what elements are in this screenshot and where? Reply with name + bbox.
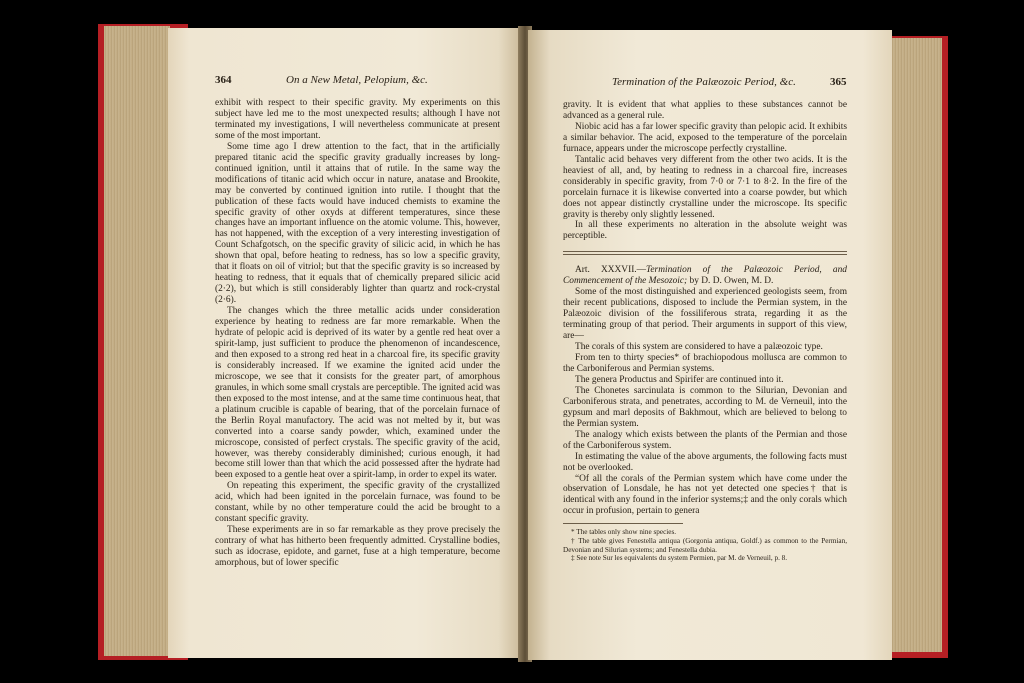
right-paragraph: gravity. It is evident that what applies to these substances cannot be advanced as a general rule. [563, 100, 847, 121]
right-page [528, 30, 892, 660]
left-body-text [215, 98, 500, 569]
right-paragraph: Some of the most distinguished and experienced geologists seem, from their recent publications, disposed to include the Permian system, in the Palæozoic division of the fossiliferous strata, regarding it as the terminating group of that period. Their arguments in support of this view, are— [563, 287, 847, 342]
left-paragraph: These experiments are in so far remarkable as they prove precisely the contrary of what has hitherto been frequently admitted. Crystalline bodies, such as idocrase, epidote, and garnet, fuse at a high temperature, become amorphous, but of lower specific [215, 525, 500, 569]
footnotes [563, 528, 847, 562]
left-paragraph: On repeating this experiment, the specific gravity of the crystallized acid, which had been ignited in the porcelain furnace, was found to be constant, while by no other temperature could the acid be brought to a constant specific gravity. [215, 481, 500, 525]
article-number: Art. XXXVII.— [575, 265, 647, 276]
section-rule [563, 254, 847, 255]
right-paragraph: The corals of this system are considered to have a palæozoic type. [575, 342, 823, 353]
footnote-rule [563, 523, 683, 524]
right-paragraph: The Chonetes sarcinulata is common to the Silurian, Devonian and Carboniferous strata, and penetrates, according to M. de Verneuil, into the gypsum and marl deposits of Bakhmout, which are believed to belong to the Permian system. [563, 385, 847, 429]
left-paragraph: Some time ago I drew attention to the fact, that in the artificially prepared titanic acid the specific gravity gradually increases by long-continued ignition, until it attains that of rutile. In the same way the modifications of titanic acid which occur in nature, anatase and Brookite, may be converted by continued ignition into rutile. I thought that the publication of these facts would have induced chemists to examine the specific gravity of other oxyds at different temperatures, since these changes have an important influence on the atomic volume. This, however, has not happened, with the exception of a very interesting investigation of Count Schafgotsch, on the specific gravity of silicic acid, in which he has shown that opal, before heating to redness, has so low a specific gravity, that it floats on oil of vitriol; but that the specific gravity is so increased by heating to redness, that it equals that of chemically prepared silicic acid (2·2), but which is still considerably lighter than quartz and rock-crystal (2·6). [215, 141, 500, 306]
right-running-title: Termination of the Palæozoic Period, &c. [612, 76, 796, 88]
right-body-text [563, 100, 847, 563]
section-rule [563, 251, 847, 252]
right-paragraph: In all these experiments no alteration in the absolute weight was perceptible. [563, 220, 847, 242]
right-paragraph: “Of all the corals of the Permian system which have come under the observation of Lonsdale, he has not yet detected one species† that is identical with any found in the inferior systems;‡ and the only corals which occur in profusion, pertain to genera [563, 473, 847, 517]
article-title: Termination of the Palæozoic Period, and Commencement of the Mesozoic; [563, 265, 847, 287]
right-paragraph: The analogy which exists between the plants of the Permian and those of the Carboniferous system. [563, 429, 847, 451]
right-paragraph: Niobic acid has a far lower specific gravity than pelopic acid. It exhibits a similar behavior. The acid, exposed to the temperature of the porcelain furnace, appears under the microscope perfectly crystalline. [563, 121, 847, 154]
left-paragraph: The changes which the three metallic acids under consideration experience by heating to redness are far more remarkable. When the hydrate of pelopic acid is deprived of its water by a gentle red heat over a spirit-lamp, just sufficient to produce the phenomenon of incandescence, and then exposed to a strong red heat in a charcoal fire, its specific gravity is considerably increased. If we examine the ignited acid under the microscope, we see that it consists for the greater part, of amorphous granules, in which some small crystals are perceptible. The ignited acid was then exposed to the most intense, and at the same time continuous heat, that a platinum crucible is capable of bearing, that of the porcelain furnace of the Berlin Royal manufactory. The acid was not melted by it, but was converted into a coarse sandy powder, which, examined under the microscope, consisted of perfect crystals. The specific gravity of the acid, however, was thereby considerably diminished; curious enough, it had become still lower than that which the acid possessed after the hydrate had been exposed to a gentle heat over a spirit-lamp, in order to expel its water. [215, 306, 500, 481]
right-paragraph: In estimating the value of the above arguments, the following facts must not be overlooked. [563, 451, 847, 473]
left-page-edges [104, 26, 170, 656]
article-heading [563, 265, 847, 287]
right-page-number: 365 [830, 76, 847, 88]
right-paragraph: Tantalic acid behaves very different from the other two acids. It is the heaviest of all, and, by heating to redness in a charcoal fire, increases considerably in specific gravity, from 7·0 or 7·1 to 8·2. In the fire of the porcelain furnace it is likewise converted into a coarse powder, but which does not appear distinctly crystalline under the microscope. Its specific gravity is thereby only slightly lessened. [563, 154, 847, 220]
footnote: † The table gives Fenestella antiqua (Gorgonia antiqua, Goldf.) as common to the Permian, Devonian and Silurian systems; and Fenestella dubia. [563, 536, 847, 554]
article-byline: by D. D. Owen, M. D. [687, 276, 774, 287]
left-page-number: 364 [215, 74, 232, 86]
footnote: ‡ See note Sur les equivalents du system Permien, par M. de Verneuil, p. 8. [571, 554, 788, 563]
right-paragraph: The genera Productus and Spirifer are continued into it. [575, 374, 784, 385]
right-paragraph: From ten to thirty species* of brachiopodous mollusca are common to the Carboniferous and Permian systems. [563, 353, 847, 374]
footnote: * The tables only show nine species. [571, 528, 677, 537]
left-page [168, 28, 523, 658]
left-paragraph: exhibit with respect to their specific gravity. My experiments on this subject have led me to the most unexpected results; although I have not terminated my investigations, I will nevertheless communicate at present some of the most important. [215, 98, 500, 141]
left-running-title: On a New Metal, Pelopium, &c. [286, 74, 428, 86]
right-page-edges [888, 38, 942, 652]
